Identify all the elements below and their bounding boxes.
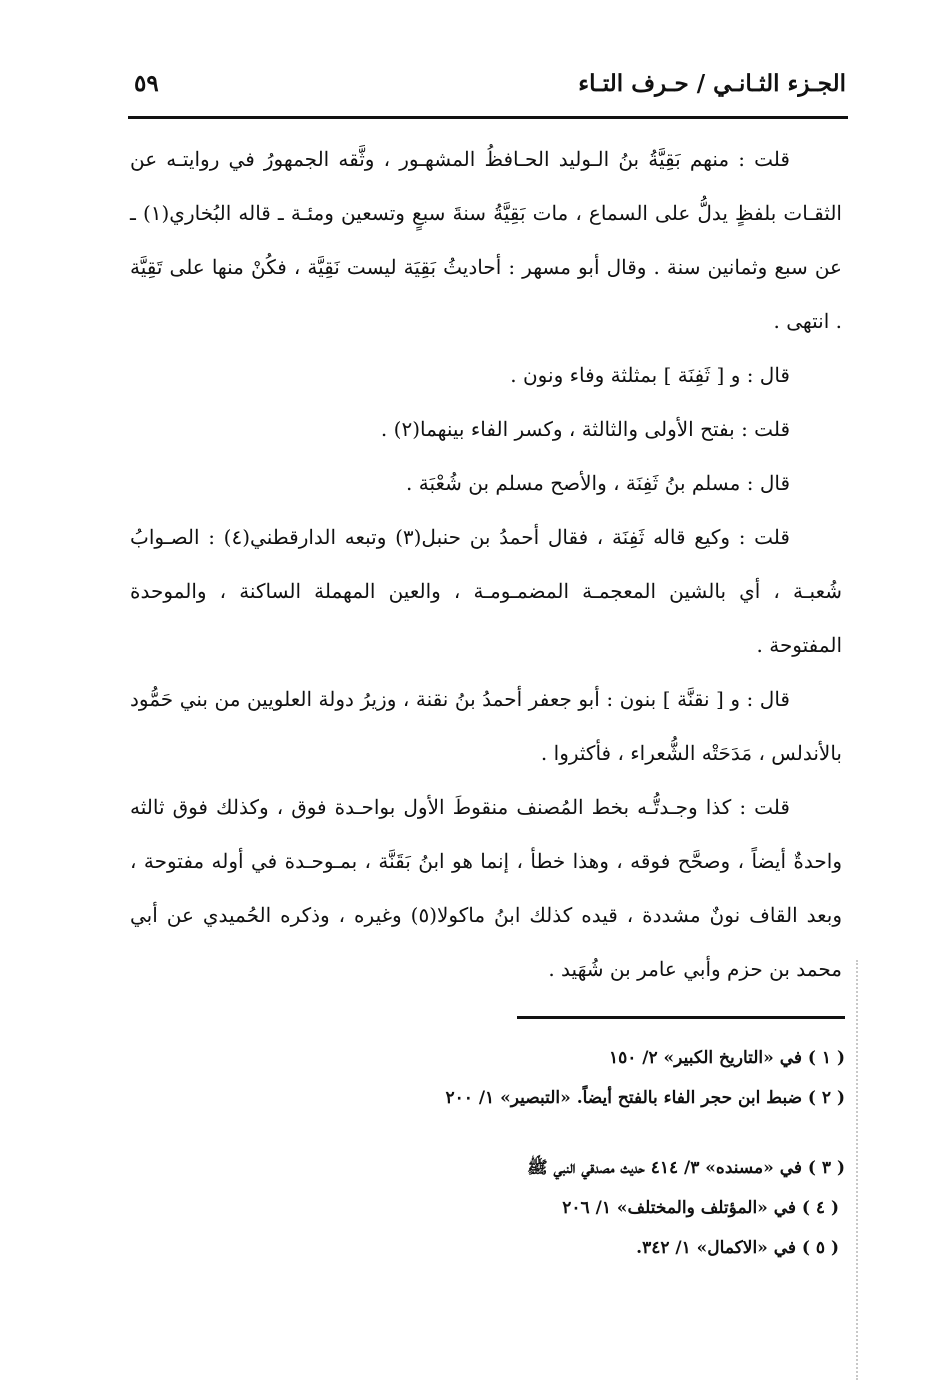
footnote: ( ١ ) في «التاريخ الكبير» ٢/ ١٥٠ [608, 1048, 845, 1068]
paragraph: قلت : كذا وجـدتُّـه بخط المُصنف منقوطَ الأول بواحـدة فوق ، وكذلك فوق ثالثه واحدةٌ أيضاً ، وصحَّح فوقه ، وهذا خطأ ، إنما هو ابنُ بَقَنَّة ، بمـوحـدة في أوله مفتوحة ، وبعد القاف نونٌ مشددة ، قيده كذلك ابنُ ماكولا(٥) وغيره ، وذكره الحُميدي عن أبي محمد بن حزم وأبي عامر بن شُهَيد . [130, 795, 842, 981]
footnote-rule [517, 1016, 845, 1019]
footnotes [320, 1038, 845, 1268]
paragraph: قال : مسلم بنُ ثَفِنَة ، والأصح مسلم بن شُعْبَة . [406, 471, 790, 495]
page-number: ٥٩ [134, 70, 159, 97]
scan-margin-dots [856, 960, 860, 1380]
footnote: ( ٤ ) في «المؤتلف والمختلف» ١/ ٢٠٦ [562, 1198, 839, 1218]
main-text [130, 132, 842, 996]
page-header [130, 66, 846, 110]
paragraph: قال : و [ ثَفِنَة ] بمثلثة وفاء ونون . [510, 363, 790, 387]
footnote: ( ٢ ) ضبط ابن حجر الفاء بالفتح أيضاً. «التبصير» ١/ ٢٠٠ [445, 1088, 845, 1108]
footnote: ( ٥ ) في «الاكمال» ١/ ٣٤٢. [636, 1238, 839, 1258]
header-rule [128, 116, 848, 119]
footnote: ( ٣ ) في «مسنده» ٣/ ٤١٤ حديث مصدقي النبي ﷺ [527, 1158, 845, 1178]
paragraph: قلت : بفتح الأولى والثالثة ، وكسر الفاء بينهما(٢) . [380, 417, 790, 441]
paragraph: قال : و [ نقنَّة ] بنون : أبو جعفر أحمدُ بنُ نقنة ، وزيرُ دولة العلويين من بني حَمُّود بالأندلس ، مَدَحَتْه الشُّعراء ، فأكثروا . [130, 687, 842, 765]
paragraph: قلت : منهم بَقِيَّةُ بنُ الـوليد الحـافظُ المشهـور ، وثَّقه الجمهورُ في روايتـه عن الثقـات بلفظٍ يدلُّ على السماع ، مات بَقِيَّةُ سنةَ سبعٍ وتسعين ومئـة ـ قاله البُخاري(١) ـ عن سبع وثمانين سنة . وقال أبو مسهر : أحاديثُ بَقِيَة ليست نَقِيَّة ، فكُنْ منها على تَقِيَّة . انتهى . [130, 147, 842, 333]
paragraph: قلت : وكيع قاله ثَفِنَة ، فقال أحمدُ بن حنبل(٣) وتبعه الدارقطني(٤) : الصـوابُ شُعبـة ، أي بالشين المعجمـة المضمـومـة ، والعين المهملة الساكنة ، والموحدة المفتوحة . [130, 525, 842, 657]
running-head: الجـزء الثـانـي / حـرف التـاء [578, 70, 846, 97]
